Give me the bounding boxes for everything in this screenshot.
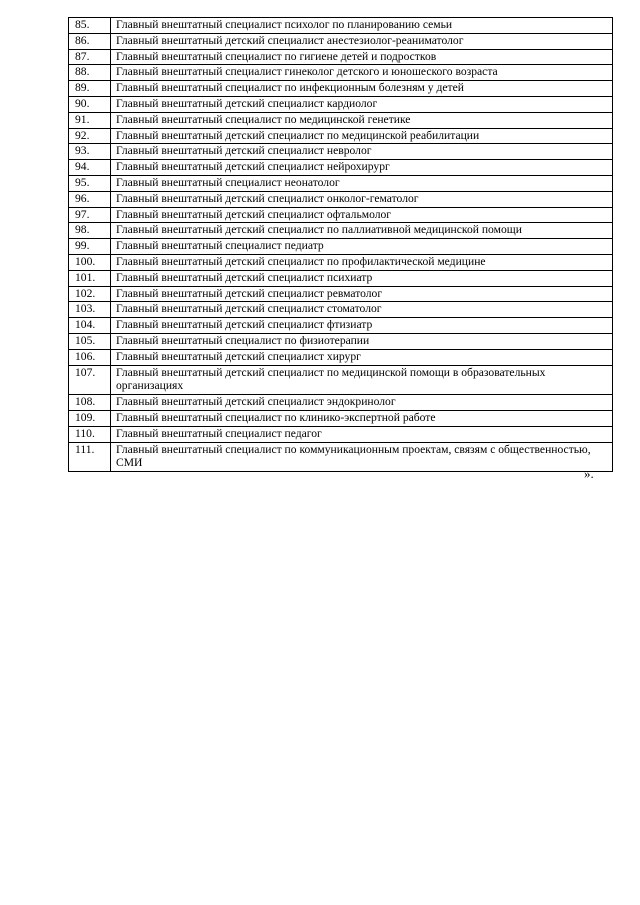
specialist-title: Главный внештатный детский специалист фтизиатр — [111, 318, 613, 334]
row-number: 100. — [69, 254, 111, 270]
specialist-title: Главный внештатный детский специалист по медицинской реабилитации — [111, 128, 613, 144]
row-number: 110. — [69, 426, 111, 442]
specialist-title: Главный внештатный специалист по клинико-экспертной работе — [111, 410, 613, 426]
table-row — [69, 160, 613, 176]
specialist-title: Главный внештатный специалист психолог по планированию семьи — [111, 18, 613, 34]
row-number: 87. — [69, 49, 111, 65]
table-row — [69, 333, 613, 349]
specialist-title: Главный внештатный детский специалист офтальмолог — [111, 207, 613, 223]
specialist-title: Главный внештатный детский специалист психиатр — [111, 270, 613, 286]
row-number: 107. — [69, 365, 111, 395]
specialist-title: Главный внештатный специалист по медицинской генетике — [111, 112, 613, 128]
specialists-table — [68, 17, 613, 472]
table-row — [69, 349, 613, 365]
table-row — [69, 365, 613, 395]
specialist-title: Главный внештатный специалист по коммуникационным проектам, связям с общественностью, СМИ — [111, 442, 613, 472]
row-number: 86. — [69, 33, 111, 49]
row-number: 101. — [69, 270, 111, 286]
specialist-title: Главный внештатный специалист по инфекционным болезням у детей — [111, 81, 613, 97]
specialist-title: Главный внештатный специалист педагог — [111, 426, 613, 442]
specialist-title: Главный внештатный специалист по физиотерапии — [111, 333, 613, 349]
row-number: 88. — [69, 65, 111, 81]
table-row — [69, 254, 613, 270]
table-row — [69, 175, 613, 191]
table-row — [69, 286, 613, 302]
row-number: 106. — [69, 349, 111, 365]
row-number: 93. — [69, 144, 111, 160]
row-number: 96. — [69, 191, 111, 207]
table-row — [69, 270, 613, 286]
table-row — [69, 442, 613, 472]
specialist-title: Главный внештатный детский специалист по медицинской помощи в образовательных организациях — [111, 365, 613, 395]
row-number: 105. — [69, 333, 111, 349]
row-number: 104. — [69, 318, 111, 334]
row-number: 98. — [69, 223, 111, 239]
specialist-title: Главный внештатный детский специалист хирург — [111, 349, 613, 365]
table-row — [69, 207, 613, 223]
table-row — [69, 410, 613, 426]
specialist-title: Главный внештатный детский специалист нейрохирург — [111, 160, 613, 176]
table-row — [69, 65, 613, 81]
specialist-title: Главный внештатный специалист по гигиене детей и подростков — [111, 49, 613, 65]
table-row — [69, 302, 613, 318]
row-number: 108. — [69, 395, 111, 411]
specialist-title: Главный внештатный детский специалист по паллиативной медицинской помощи — [111, 223, 613, 239]
specialist-title: Главный внештатный детский специалист невролог — [111, 144, 613, 160]
row-number: 89. — [69, 81, 111, 97]
table-row — [69, 128, 613, 144]
table-row — [69, 239, 613, 255]
row-number: 99. — [69, 239, 111, 255]
specialist-title: Главный внештатный детский специалист кардиолог — [111, 96, 613, 112]
row-number: 91. — [69, 112, 111, 128]
row-number: 85. — [69, 18, 111, 34]
table-row — [69, 96, 613, 112]
row-number: 102. — [69, 286, 111, 302]
specialist-title: Главный внештатный детский специалист по профилактической медицине — [111, 254, 613, 270]
table-row — [69, 49, 613, 65]
table-row — [69, 223, 613, 239]
table-row — [69, 191, 613, 207]
row-number: 94. — [69, 160, 111, 176]
specialist-title: Главный внештатный детский специалист анестезиолог-реаниматолог — [111, 33, 613, 49]
closing-quote-mark: ». — [584, 466, 594, 481]
specialist-title: Главный внештатный детский специалист онколог-гематолог — [111, 191, 613, 207]
row-number: 109. — [69, 410, 111, 426]
row-number: 97. — [69, 207, 111, 223]
specialist-title: Главный внештатный специалист педиатр — [111, 239, 613, 255]
specialist-title: Главный внештатный детский специалист стоматолог — [111, 302, 613, 318]
table-row — [69, 318, 613, 334]
table-row — [69, 33, 613, 49]
specialists-table-body — [69, 18, 613, 472]
specialist-title: Главный внештатный детский специалист ревматолог — [111, 286, 613, 302]
specialist-title: Главный внештатный специалист неонатолог — [111, 175, 613, 191]
table-row — [69, 144, 613, 160]
table-row — [69, 112, 613, 128]
specialist-title: Главный внештатный детский специалист эндокринолог — [111, 395, 613, 411]
table-row — [69, 18, 613, 34]
row-number: 103. — [69, 302, 111, 318]
table-row — [69, 426, 613, 442]
specialist-title: Главный внештатный специалист гинеколог детского и юношеского возраста — [111, 65, 613, 81]
table-row — [69, 395, 613, 411]
table-row — [69, 81, 613, 97]
row-number: 95. — [69, 175, 111, 191]
row-number: 92. — [69, 128, 111, 144]
row-number: 90. — [69, 96, 111, 112]
row-number: 111. — [69, 442, 111, 472]
